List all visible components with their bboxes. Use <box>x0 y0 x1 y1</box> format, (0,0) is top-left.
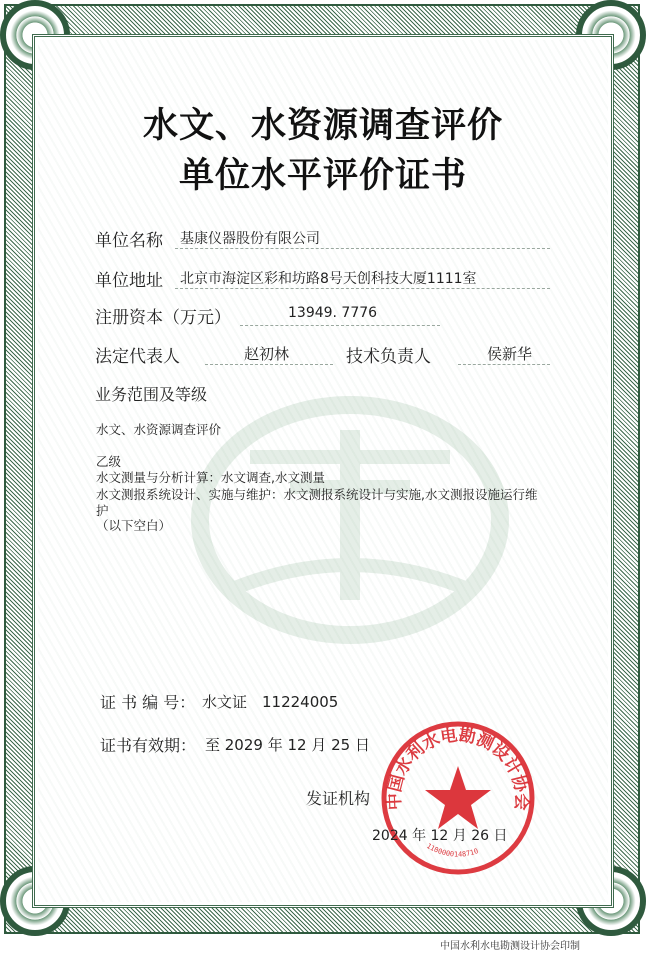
field-underline <box>175 288 550 289</box>
validity-label: 证书有效期： <box>100 736 197 755</box>
cert-no-label: 证 书 编 号： <box>100 693 196 712</box>
capital-label: 注册资本（万元） <box>95 308 231 328</box>
issue-date: 2024 年 12 月 26 日 <box>372 828 508 844</box>
print-note: 中国水利水电勘测设计协会印制 <box>440 941 580 952</box>
issuer-label: 发证机构 <box>306 789 371 808</box>
company-name-value: 基康仪器股份有限公司 <box>180 231 320 247</box>
tech-lead-label: 技术负责人 <box>346 347 431 367</box>
company-name-label: 单位名称 <box>95 231 163 251</box>
blank-note: （以下空白） <box>96 518 172 533</box>
field-underline <box>240 325 440 326</box>
scope-grade: 乙级 <box>96 454 122 469</box>
address-value: 北京市海淀区彩和坊路8号天创科技大厦1111室 <box>180 271 477 287</box>
scope-line: 水文测报系统设计、实施与维护：水文测报系统设计与实施,水文测报设施运行维 <box>96 487 538 502</box>
scope-line: 水文测量与分析计算：水文调查,水文测量 <box>96 470 325 485</box>
watermark-emblem-icon <box>190 390 510 650</box>
legal-rep-value: 赵初林 <box>244 345 290 363</box>
field-underline <box>175 248 550 249</box>
scope-line: 护 <box>96 503 109 518</box>
svg-text:中国水利水电勘测设计协会: 中国水利水电勘测设计协会 <box>384 725 532 811</box>
capital-value: 13949. 7776 <box>288 305 378 321</box>
tech-lead-value: 侯新华 <box>487 345 533 363</box>
validity-value: 至 2029 年 12 月 25 日 <box>205 736 370 754</box>
scope-category: 水文、水资源调查评价 <box>96 422 222 437</box>
field-underline <box>458 364 550 365</box>
certificate-title-line2: 单位水平评价证书 <box>178 156 467 196</box>
certificate-title-line1: 水文、水资源调查评价 <box>142 106 503 146</box>
scope-label: 业务范围及等级 <box>95 385 208 404</box>
svg-text:1100000148710: 1100000148710 <box>425 841 480 859</box>
field-underline <box>205 364 333 365</box>
legal-rep-label: 法定代表人 <box>95 347 180 367</box>
address-label: 单位地址 <box>95 271 163 291</box>
cert-no-value: 水文证 11224005 <box>202 693 339 711</box>
official-seal-icon <box>378 718 538 878</box>
